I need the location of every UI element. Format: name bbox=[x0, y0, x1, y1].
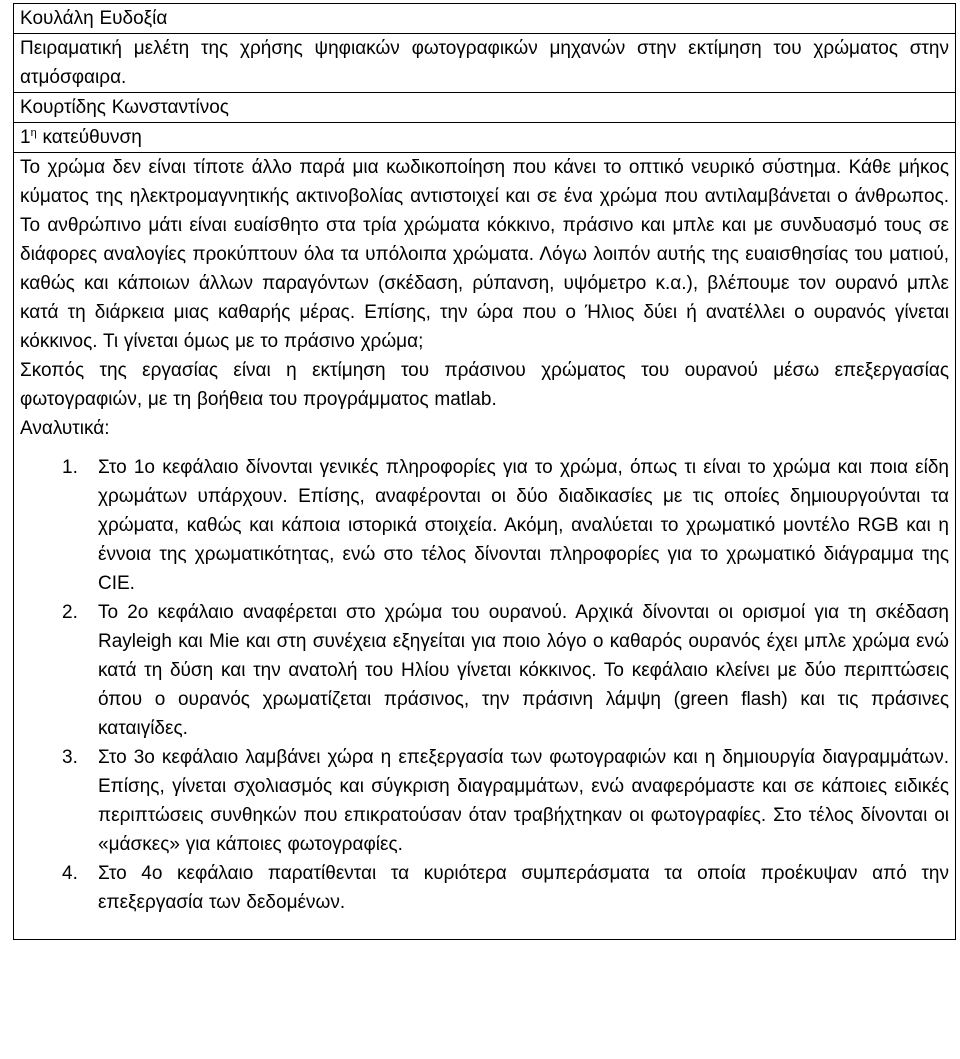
summary-purpose: Σκοπός της εργασίας είναι η εκτίμηση του πράσινου χρώματος του ουρανού μέσω επεξεργασίας φωτογραφιών, με τη βοήθεια του προγράμματος matlab. bbox=[20, 360, 949, 410]
list-item bbox=[62, 598, 949, 743]
supervisor-row bbox=[14, 93, 956, 123]
list-item bbox=[62, 743, 949, 859]
direction-label: κατεύθυνση bbox=[42, 127, 142, 148]
chapter-number: 1. bbox=[62, 457, 78, 478]
thesis-title: Πειραματική μελέτη της χρήσης ψηφιακών φωτογραφικών μηχανών στην εκτίμηση του χρώματος στην ατμόσφαιρα. bbox=[14, 34, 956, 93]
direction-superscript: η bbox=[30, 127, 37, 139]
chapter-number: 4. bbox=[62, 863, 78, 884]
thesis-info-table bbox=[13, 3, 956, 940]
chapter-text: Στο 3ο κεφάλαιο λαμβάνει χώρα η επεξεργασία των φωτογραφιών και η δημιουργία διαγραμμάτων. Επίσης, γίνεται σχολιασμός και σύγκριση διαγραμμάτων, ενώ αναφερόμαστε και σε κάποιες ειδικές περιπτώσεις συνθηκών που επικρατούσαν όταν τραβήχτηκαν οι φωτογραφίες. Στο τέλος δίνονται οι «μάσκες» για κάποιες φωτογραφίες. bbox=[98, 747, 949, 855]
chapter-text: Στο 4ο κεφάλαιο παρατίθενται τα κυριότερα συμπεράσματα τα οποία προέκυψαν από την επεξεργασία των δεδομένων. bbox=[98, 863, 949, 913]
chapter-text: Στο 1ο κεφάλαιο δίνονται γενικές πληροφορίες για το χρώμα, όπως τι είναι το χρώμα και ποια είδη χρωμάτων υπάρχουν. Επίσης, αναφέρονται οι δύο διαδικασίες με τις οποίες δημιουργούνται τα χρώματα, καθώς και κάποια ιστορικά στοιχεία. Ακόμη, αναλύεται το χρωματικό μοντέλο RGB και η έννοια της χρωματικότητας, ενώ στο τέλος δίνονται πληροφορίες για το χρωματικό διάγραμμα της CIE. bbox=[98, 457, 949, 594]
chapter-text: Το 2ο κεφάλαιο αναφέρεται στο χρώμα του ουρανού. Αρχικά δίνονται οι ορισμοί για τη σκέδαση Rayleigh και Mie και στη συνέχεια εξηγείται για ποιο λόγο ο καθαρός ουρανός έχει μπλε χρώμα ενώ κατά τη δύση και την ανατολή του Ηλίου γίνεται κόκκινος. Το κεφάλαιο κλείνει με δύο περιπτώσεις όπου ο ουρανός χρωματίζεται πράσινος, την πράσινη λάμψη (green flash) και τις πράσινες καταιγίδες. bbox=[98, 602, 949, 739]
author-name: Κουλάλη Ευδοξία bbox=[14, 4, 956, 34]
details-label: Αναλυτικά: bbox=[20, 418, 110, 439]
direction-number: 1 bbox=[20, 127, 31, 148]
summary-row bbox=[14, 153, 956, 940]
author-row bbox=[14, 4, 956, 34]
chapter-number: 3. bbox=[62, 747, 78, 768]
summary-intro: Το χρώμα δεν είναι τίποτε άλλο παρά μια κωδικοποίηση που κάνει το οπτικό νευρικό σύστημα. Κάθε μήκος κύματος της ηλεκτρομαγνητικής ακτινοβολίας αντιστοιχεί και σε ένα χρώμα που αντιλαμβάνεται ο άνθρωπος. Το ανθρώπινο μάτι είναι ευαίσθητο στα τρία χρώματα κόκκινο, πράσινο και μπλε και με συνδυασμό τους σε διάφορες αναλογίες προκύπτουν όλα τα υπόλοιπα χρώματα. Λόγω λοιπόν αυτής της ευαισθησίας του ματιού, καθώς και κάποιων άλλων παραγόντων (σκέδαση, ρύπανση, υψόμετρο κ.α.), βλέπουμε τον ουρανό μπλε κατά τη διάρκεια μιας καθαρής μέρας. Επίσης, την ώρα που ο Ήλιος δύει ή ανατέλλει ο ουρανός γίνεται κόκκινος. Τι γίνεται όμως με το πράσινο χρώμα; bbox=[20, 157, 949, 352]
direction-row bbox=[14, 123, 956, 153]
chapter-list bbox=[20, 453, 949, 917]
title-row bbox=[14, 34, 956, 93]
summary-cell bbox=[14, 153, 956, 940]
list-item bbox=[62, 859, 949, 917]
list-item bbox=[62, 453, 949, 598]
chapter-number: 2. bbox=[62, 602, 78, 623]
direction-cell bbox=[14, 123, 956, 153]
supervisor-name: Κουρτίδης Κωνσταντίνος bbox=[14, 93, 956, 123]
